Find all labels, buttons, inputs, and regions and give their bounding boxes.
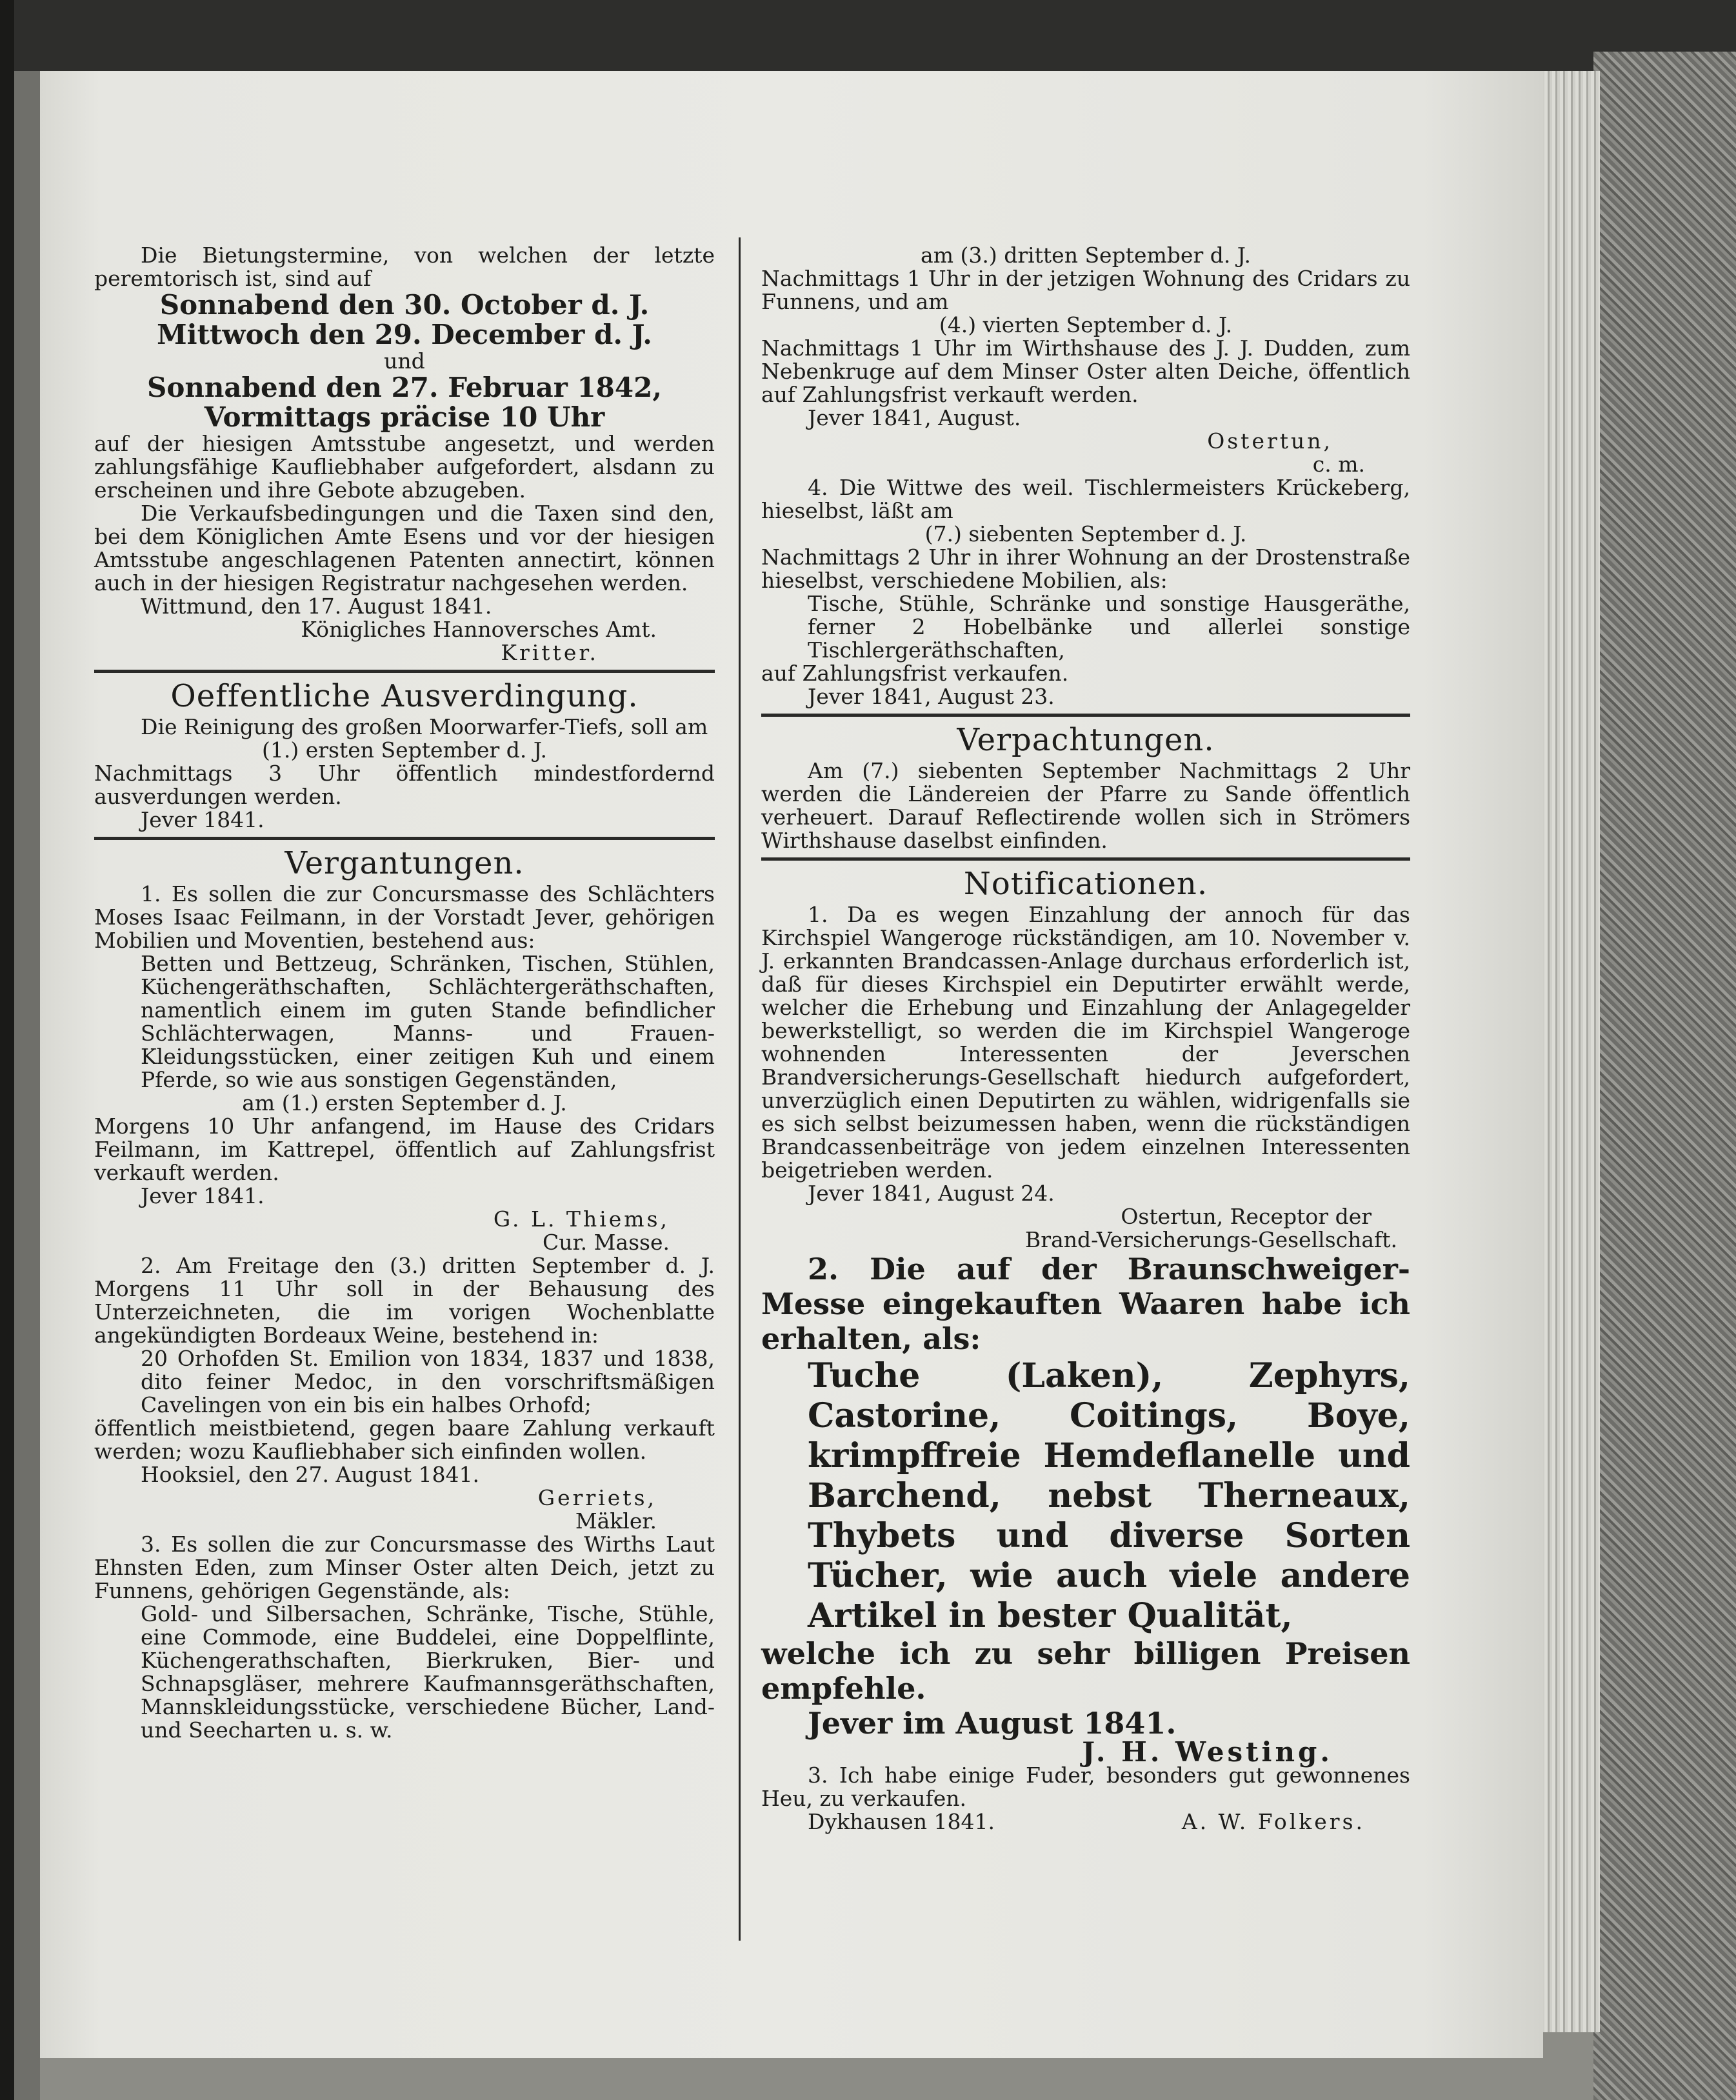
verg1-signature-role: Cur. Masse.	[543, 1230, 670, 1255]
verg4-place: Jever 1841, August 23.	[808, 684, 1055, 709]
not2-items: Tuche (Laken), Zephyrs, Castorine, Coitings, Boye, krimpffreie Hemdeflanelle und Barchend, nebst Therneaux, Thybets und diverse Sorten Tücher, wie auch viele andere Artikel in bester Qualität,	[808, 1356, 1410, 1635]
not3-signature: A. W. Folkers.	[1181, 1809, 1365, 1834]
not3-footer	[761, 1810, 1410, 1834]
newspaper-page	[40, 71, 1543, 2058]
section-rule	[761, 857, 1410, 861]
verg1-items: Betten und Bettzeug, Schränken, Tischen, Stühlen, Küchengeräthschaften, Schlächtergeräthschaften, namentlich einem im guten Stande befindlicher Schlächterwagen, Manns- und Frauen-Kleidungsstücken, einer zeitigen Kuh und einem Pferde, so wie aus sonstigen Gegenständen,	[141, 951, 715, 1092]
verg3-date-2: (4.) vierten September d. J.	[939, 312, 1233, 337]
section-heading-vergantungen: Vergantungen.	[284, 845, 524, 881]
not1-place: Jever 1841, August 24.	[808, 1181, 1055, 1206]
not3-paragraph: 3. Ich habe einige Fuder, besonders gut gewonnenes Heu, zu verkaufen.	[761, 1763, 1410, 1811]
verg3-items: Gold- und Silbersachen, Schränke, Tische, Stühle, eine Commode, eine Buddelei, eine Doppelflinte, Küchengerathschaften, Bierkruken, Bier- und Schnapsgläser, mehrere Kaufmannsgeräthschaften, Mannskleidungsstücke, verschiedene Bücher, Land- und Seecharten u. s. w.	[141, 1601, 715, 1743]
verg4-items: Tische, Stühle, Schränke und sonstige Hausgeräthe, ferner 2 Hobelbänke und allerlei sonstige Tischlergeräthschaften,	[808, 591, 1410, 663]
verg1-paragraph: 1. Es sollen die zur Concursmasse des Schlächters Moses Isaac Feilmann, in der Vorstadt Jever, gehörigen Mobilien und Moventien, bestehend aus:	[94, 881, 715, 953]
verg3-paragraph-2: Nachmittags 1 Uhr in der jetzigen Wohnung des Cridars zu Funnens, und am	[761, 266, 1410, 314]
not2-signature: J. H. Westing.	[1082, 1736, 1333, 1768]
intro-paragraph-3: Die Verkaufsbedingungen und die Taxen sind den, bei dem Königlichen Amte Esens und vor der hiesigen Amtsstube angeschlagenen Patenten annectirt, können auch in der hiesigen Registratur nachgesehen werden.	[94, 501, 715, 595]
conjunction: und	[384, 348, 425, 374]
not2-paragraph-2: welche ich zu sehr billigen Preisen empfehle.	[761, 1636, 1410, 1706]
column-divider	[739, 237, 741, 1941]
oeff-paragraph-2: Nachmittags 3 Uhr öffentlich mindestfordernd ausverdungen werden.	[94, 761, 715, 809]
verg4-date: (7.) siebenten September d. J.	[924, 521, 1247, 546]
verg1-paragraph-2: Morgens 10 Uhr anfangend, im Hause des Cridars Feilmann, im Kattrepel, öffentlich auf Zahlungsfrist verkauft werden.	[94, 1114, 715, 1185]
verg2-items: 20 Orhofden St. Emilion von 1834, 1837 und 1838, dito feiner Medoc, in den vorschriftsmäßigen Cavelingen von ein bis ein halbes Orhofd;	[141, 1346, 715, 1417]
verg3-paragraph-3: Nachmittags 1 Uhr im Wirthshause des J. J. Dudden, zum Nebenkruge auf dem Minser Oster alten Deiche, öffentlich auf Zahlungsfrist verkauft werden.	[761, 335, 1410, 407]
verg2-paragraph: 2. Am Freitage den (3.) dritten September d. J. Morgens 11 Uhr soll in der Behausung des Unterzeichneten, die im vorigen Wochenblatte angekündigten Bordeaux Weine, bestehend in:	[94, 1253, 715, 1348]
oeff-paragraph: Die Reinigung des großen Moorwarfer-Tiefs, soll am	[141, 714, 708, 739]
verg3-paragraph: 3. Es sollen die zur Concursmasse des Wirths Laut Ehnsten Eden, zum Minser Oster alten Deich, jetzt zu Funnens, gehörigen Gegenstände, als:	[94, 1532, 715, 1603]
auction-time: Vormittags präcise 10 Uhr	[204, 401, 605, 433]
verp-paragraph: Am (7.) siebenten September Nachmittags 2 Uhr werden die Ländereien der Pfarre zu Sande öffentlich verheuert. Darauf Reflectirende wollen sich in Strömers Wirthshause daselbst einfinden.	[761, 758, 1410, 853]
verg4-paragraph-2: Nachmittags 2 Uhr in ihrer Wohnung an der Drostenstraße hieselbst, verschiedene Mobilien, als:	[761, 545, 1410, 593]
verg2-signature: Gerriets,	[537, 1485, 657, 1510]
scan-left-border	[0, 0, 14, 2100]
not2-place: Jever im August 1841.	[808, 1706, 1177, 1741]
not1-paragraph: 1. Da es wegen Einzahlung der annoch für das Kirchspiel Wangeroge rückständigen, am 10. November v. J. erkannten Brandcassen-Anlage durchaus erforderlich ist, daß für dieses Kirchspiel ein Deputirter erwählt werde, welcher die Erhebung und Einzahlung der Anlagegelder bewerkstelligt, so werden die im Kirchspiel Wangeroge wohnenden Interessenten der Jeverschen Brandversicherungs-Gesellschaft hiedurch aufgefordert, unverzüglich einen Deputirten zu wählen, widrigenfalls sie es sich selbst beizumessen haben, wenn die rückständigen Brandcassenbeiträge von jedem einzelnen Interessenten beigetrieben werden.	[761, 902, 1410, 1183]
book-cover-edge	[1593, 52, 1736, 2100]
scan-top-border	[0, 0, 1736, 71]
intro-signature: Kritter.	[501, 640, 599, 665]
not1-signature: Ostertun, Receptor der	[1121, 1204, 1372, 1229]
left-column	[94, 244, 715, 1742]
verg2-signature-role: Mäkler.	[575, 1508, 657, 1534]
page-left-edge	[14, 71, 40, 2100]
verg3-place: Jever 1841, August.	[808, 405, 1021, 430]
verg1-place: Jever 1841.	[141, 1183, 264, 1208]
section-rule	[94, 837, 715, 840]
verg3-signature-abbr: c. m.	[1312, 452, 1365, 477]
verg3-signature: Ostertun,	[1207, 428, 1333, 454]
section-heading-ausverdingung: Oeffentliche Ausverdingung.	[170, 678, 639, 714]
verg1-signature: G. L. Thiems,	[493, 1206, 670, 1232]
oeff-place: Jever 1841.	[141, 807, 264, 832]
not2-paragraph: 2. Die auf der Braunschweiger-Messe eingekauften Waaren habe ich erhalten, als:	[761, 1252, 1410, 1356]
section-rule	[761, 714, 1410, 717]
intro-paragraph-2: auf der hiesigen Amtsstube angesetzt, und werden zahlungsfähige Kaufliebhaber aufgefordert, alsdann zu erscheinen und ihre Gebote abzugeben.	[94, 431, 715, 503]
intro-place-date: Wittmund, den 17. August 1841.	[141, 594, 492, 619]
section-heading-notificationen: Notificationen.	[963, 866, 1208, 902]
right-column	[761, 244, 1410, 1834]
not1-signature-org: Brand-Versicherungs-Gesellschaft.	[1025, 1227, 1397, 1252]
verg4-paragraph: 4. Die Wittwe des weil. Tischlermeisters Krückeberg, hieselbst, läßt am	[761, 475, 1410, 523]
not3-place: Dykhausen 1841.	[808, 1809, 995, 1834]
verg2-place: Hooksiel, den 27. August 1841.	[141, 1462, 480, 1487]
section-rule	[94, 670, 715, 673]
auction-date-2: Mittwoch den 29. December d. J.	[157, 319, 652, 350]
verg3-date-1: am (3.) dritten September d. J.	[921, 243, 1251, 268]
verg2-paragraph-2: öffentlich meistbietend, gegen baare Zahlung verkauft werden; wozu Kaufliebhaber sich einfinden wollen.	[94, 1415, 715, 1464]
auction-date-3: Sonnabend den 27. Februar 1842,	[147, 372, 662, 403]
intro-office: Königliches Hannoversches Amt.	[301, 617, 657, 642]
auction-date-1: Sonnabend den 30. October d. J.	[159, 289, 650, 321]
oeff-date: (1.) ersten September d. J.	[261, 737, 548, 763]
intro-paragraph: Die Bietungstermine, von welchen der letzte peremtorisch ist, sind auf	[94, 243, 715, 291]
section-heading-verpachtungen: Verpachtungen.	[957, 722, 1215, 758]
verg4-paragraph-3: auf Zahlungsfrist verkaufen.	[761, 661, 1069, 686]
verg1-date: am (1.) ersten September d. J.	[242, 1090, 567, 1115]
